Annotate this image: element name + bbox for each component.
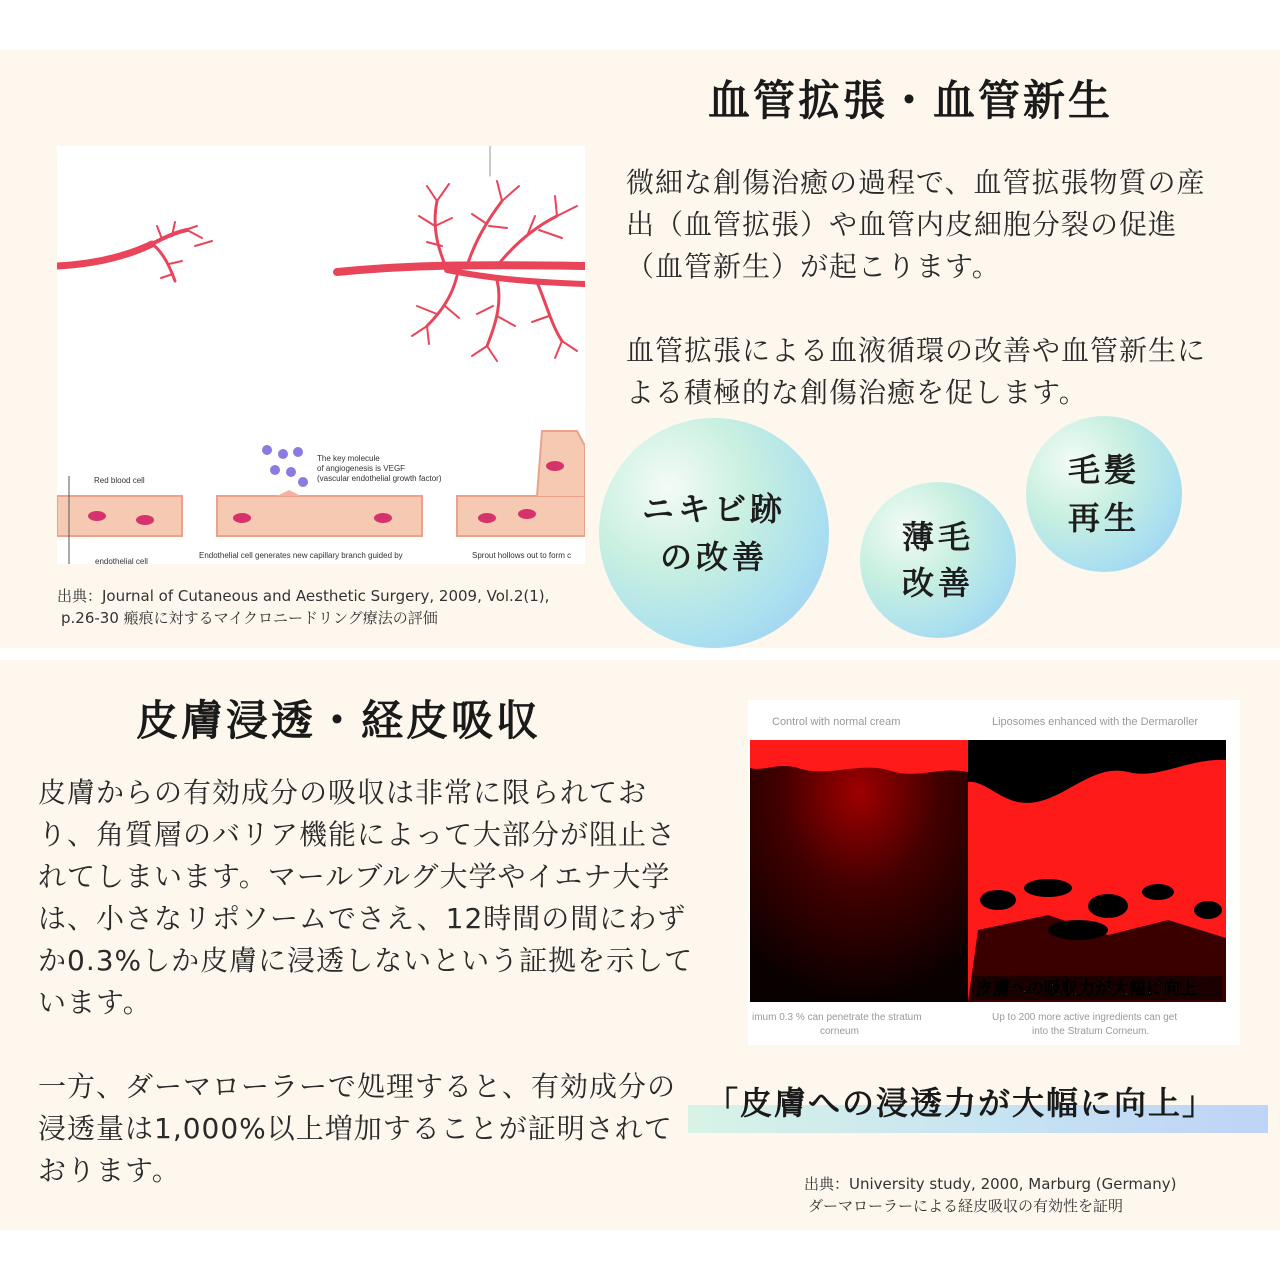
section1-paragraph-1: 微細な創傷治癒の過程で、血管拡張物質の産出（血管拡張）や血管内皮細胞分裂の促進（血管新生）が起こります。 [626,166,1206,283]
bubble-acne-line1: ニキビ跡 [641,490,786,528]
bubble-regrowth-line2: 再生 [1067,499,1140,537]
label-left-bottom-1: imum 0.3 % can penetrate the stratum [752,1012,922,1023]
section2-paragraph-2: 一方、ダーマローラーで処理すると、有効成分の浸透量は1,000%以上増加することが証明されております。 [38,1070,677,1187]
bubble-thinning-hair [860,482,1016,638]
caption2-line-1: 出典：University study, 2000, Marburg (Germany) [804,1175,1177,1193]
label-right-bottom-1: Up to 200 more active ingredients can get [992,1012,1178,1023]
angiogenesis-figure [57,146,585,564]
bubble-thinning-line1: 薄毛 [901,518,974,556]
label-endothelial-cell: endothelial cell [95,557,148,564]
small-vessel [57,222,212,281]
section1-title: 血管拡張・血管新生 [708,76,1114,125]
section2-body [38,772,698,1192]
section2-caption [804,1173,1264,1217]
caption-line-1: 出典：Journal of Cutaneous and Aesthetic Surgery, 2009, Vol.2(1), [57,587,550,605]
section1-paragraph-2: 血管拡張による血液循環の改善や血管新生による積極的な創傷治癒を促します。 [626,334,1207,409]
label-control: Control with normal cream [772,716,901,728]
large-vessel [337,146,585,361]
penetration-figure [748,700,1240,1045]
caption2-line-2: ダーマローラーによる経皮吸収の有効性を証明 [808,1197,1124,1215]
label-left-bottom-2: corneum [820,1026,859,1037]
section2-title: 皮膚浸透・経皮吸収 [136,696,542,745]
overlay-absorption-text: 皮膚への吸収力が大幅に向上 [976,979,1197,999]
label-vegf-2: of angiogenesis is VEGF [317,464,406,473]
section1-caption [57,585,597,629]
bubble-acne-scar [599,418,829,648]
section2-paragraph-1: 皮膚からの有効成分の吸収は非常に限られており、角質層のバリア機能によって大部分が阻止されてしまいます。マールブルグ大学やイエナ大学は、小さなリポソームでさえ、12時間の間にわずか0.3%しか皮膚に浸透しないという証拠を示しています。 [38,776,694,1019]
cell-diagrams [57,431,585,564]
bubble-thinning-line2: 改善 [901,564,974,602]
label-right-bottom-2: into the Stratum Corneum. [1032,1026,1150,1037]
label-red-blood-cell: Red blood cell [94,476,145,485]
label-vegf-1: The key molecule [317,454,380,463]
bubble-acne-line2: の改善 [659,538,768,576]
angiogenesis-illustration [57,146,585,564]
bubble-hair-regrowth [1026,416,1182,572]
caption-line-2: p.26-30 瘢痕に対するマイクロニードリング療法の評価 [61,609,438,627]
label-vegf-3: (vascular endothelial growth factor) [317,474,442,483]
label-sprout: Sprout hollows out to form c [472,551,572,560]
section1-body [626,162,1226,414]
label-generates: Endothelial cell generates new capillary branch guided by [199,551,403,560]
fluorescence-image [748,700,1240,1045]
highlight-heading: 「皮膚への浸透力が大幅に向上」 [706,1084,1217,1122]
label-liposomes: Liposomes enhanced with the Dermaroller [992,716,1199,728]
bubble-regrowth-line1: 毛髪 [1067,451,1140,489]
